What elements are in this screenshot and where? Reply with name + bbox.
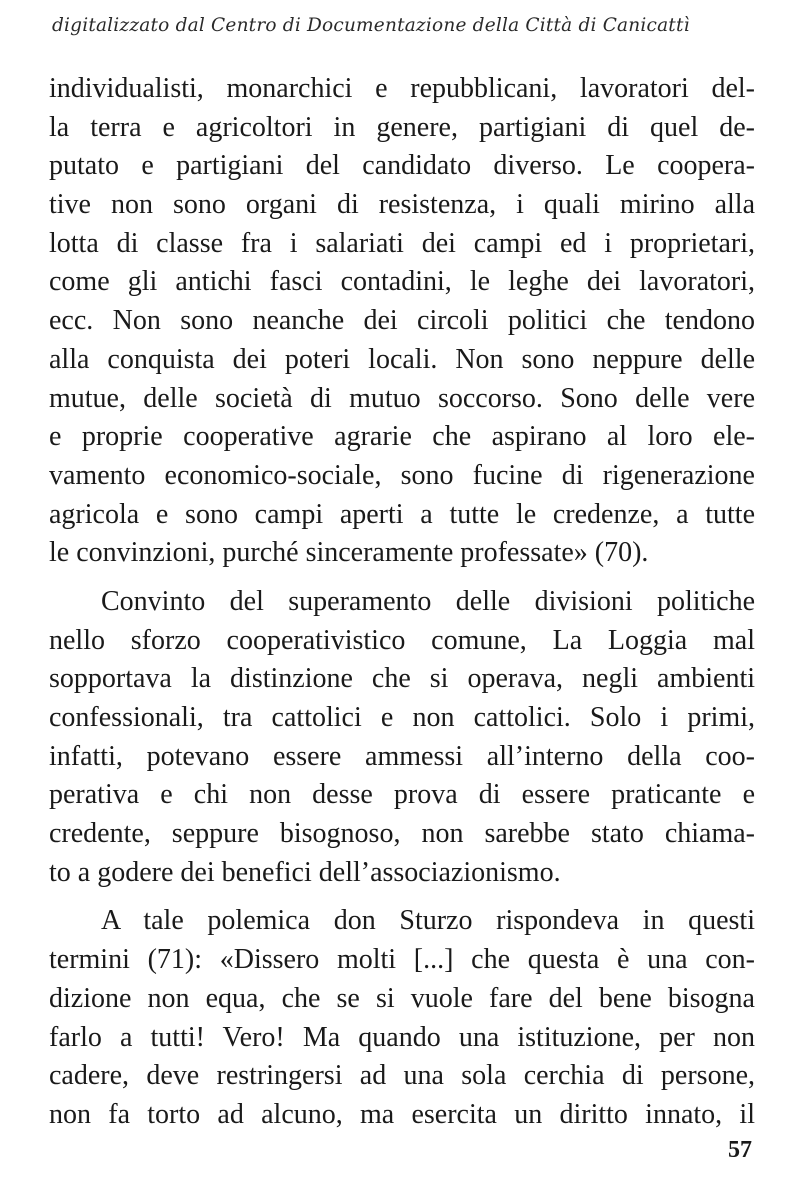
text-line: farlo a tutti! Vero! Ma quando una istituzione, per non [49, 1021, 755, 1053]
text-line: individualisti, monarchici e repubblicani, lavoratori del- [49, 73, 755, 104]
paragraph-gap [49, 573, 755, 583]
text-line: termini (71): «Dissero molti [...] che questa è una con- [49, 944, 755, 976]
text-line: ecc. Non sono neanche dei circoli politici che tendono [49, 305, 755, 337]
text-line: nello sforzo cooperativistico comune, La Loggia mal [49, 624, 755, 656]
paragraph [49, 902, 755, 1134]
text-line: dizione non equa, che se si vuole fare del bene bisogna [49, 982, 755, 1014]
text-line: agricola e sono campi aperti a tutte le credenze, a tutte [49, 498, 755, 530]
paragraph [49, 70, 755, 573]
text-line: lotta di classe fra i salariati dei campi ed i proprietari, [49, 227, 755, 259]
text-line: A tale polemica don Sturzo rispondeva in questi [101, 905, 755, 937]
text-line: e proprie cooperative agrarie che aspirano al loro ele- [49, 421, 755, 453]
text-line: putato e partigiani del candidato diverso. Le coopera- [49, 150, 755, 182]
page-number: 57 [728, 1137, 752, 1163]
text-line: tive non sono organi di resistenza, i quali mirino alla [49, 189, 755, 221]
text-line: Convinto del superamento delle divisioni politiche [101, 585, 755, 617]
text-line: alla conquista dei poteri locali. Non sono neppure delle [49, 343, 755, 375]
text-line: la terra e agricoltori in genere, partigiani di quel de- [49, 111, 755, 143]
text-line: perativa e chi non desse prova di essere praticante e [49, 779, 755, 811]
text-line: come gli antichi fasci contadini, le leghe dei lavoratori, [49, 266, 755, 298]
text-line: le convinzioni, purché sinceramente professate» (70). [49, 537, 649, 569]
text-line: credente, seppure bisognoso, non sarebbe stato chiama- [49, 818, 755, 850]
text-line: confessionali, tra cattolici e non cattolici. Solo i primi, [49, 702, 755, 733]
text-line: non fa torto ad alcuno, ma esercita un diritto innato, il [49, 1098, 755, 1130]
paragraph [49, 583, 755, 893]
text-line: to a godere dei benefici dell’associazionismo. [49, 856, 561, 888]
body-text [49, 70, 755, 1135]
digitization-watermark: digitalizzato dal Centro di Documentazione della Città di Canicattì [52, 15, 690, 36]
text-line: sopportava la distinzione che si operava, negli ambienti [49, 663, 755, 695]
text-line: infatti, potevano essere ammessi all’interno della coo- [49, 740, 755, 772]
text-line: mutue, delle società di mutuo soccorso. Sono delle vere [49, 382, 755, 414]
text-line: vamento economico-sociale, sono fucine di rigenerazione [49, 459, 755, 491]
text-line: cadere, deve restringersi ad una sola cerchia di persone, [49, 1060, 755, 1092]
paragraph-gap [49, 892, 755, 902]
